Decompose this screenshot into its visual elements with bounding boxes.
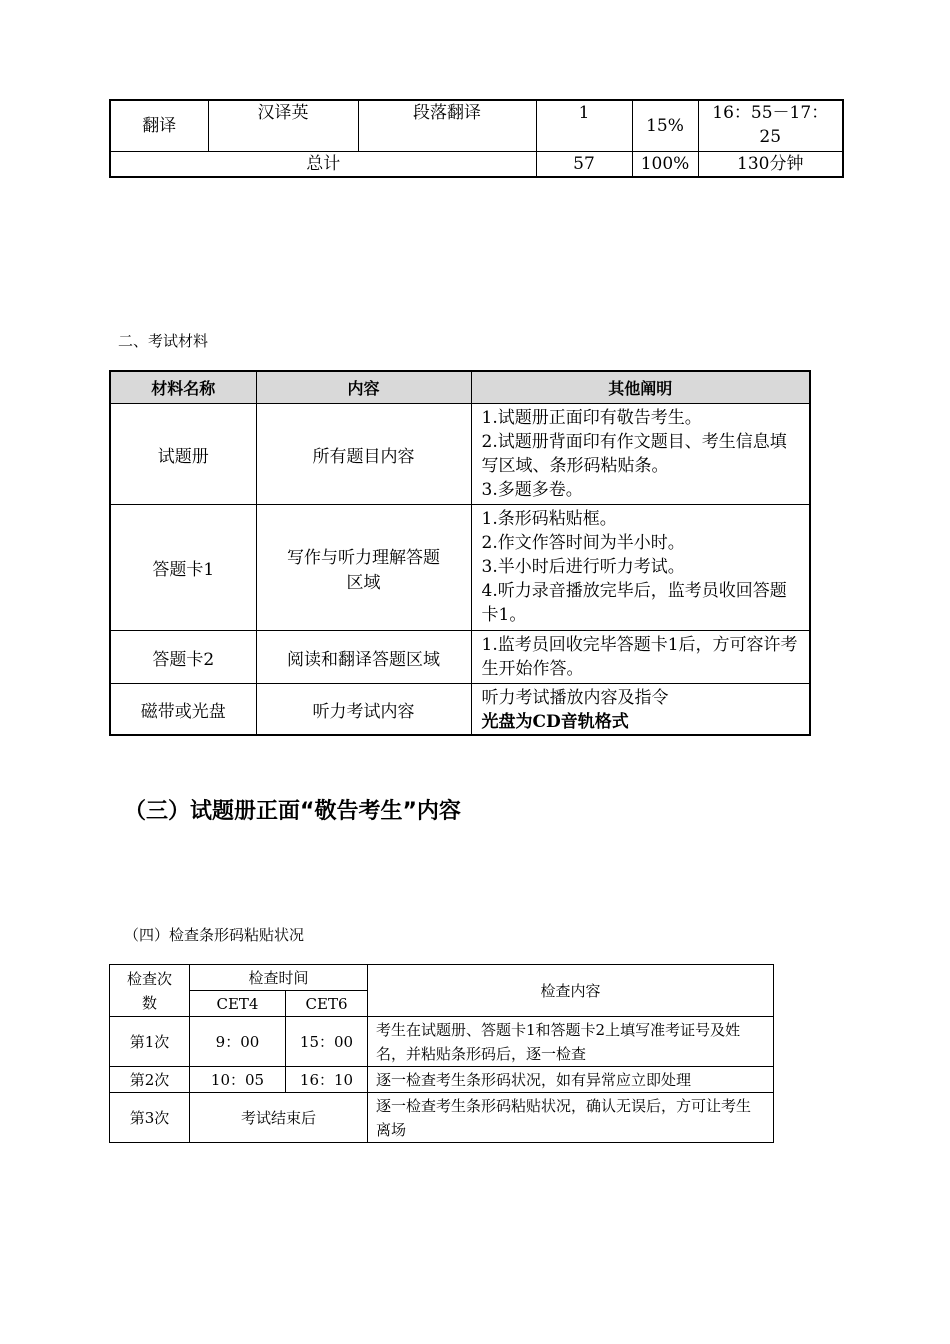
note-line: 听力考试播放内容及指令 [481,688,669,708]
cell-content: 写作与听力理解答题区域 [256,505,471,631]
header-notes: 其他阐明 [471,371,810,404]
header-content: 内容 [256,371,471,404]
cell-material-name: 磁带或光盘 [110,684,256,736]
cell-notes [471,631,810,684]
note-line: 3.半小时后进行听力考试。 [481,557,685,577]
table-row [110,1017,774,1067]
note-line: 4.听力录音播放完毕后，监考员收回答题卡1。 [481,581,787,625]
note-line: 2.试题册背面印有作文题目、考生信息填写区域、条形码粘贴条。 [481,432,787,476]
table-row [110,684,810,736]
cell-percent: 15% [632,100,698,151]
cell-check-label: 第1次 [110,1017,190,1067]
table-row [110,100,843,151]
note-line: 1.试题册正面印有敬告考生。 [481,408,702,428]
section-heading-notice: （三）试题册正面“敬告考生”内容 [124,799,461,824]
note-line: 2.作文作答时间为半小时。 [481,533,685,553]
note-line: 3.多题多卷。 [481,480,583,500]
cell-notes [471,505,810,631]
cell-cet4-time: 9：00 [190,1017,286,1067]
score-table [109,99,844,178]
cell-check-content: 逐一检查考生条形码粘贴状况，确认无误后，方可让考生离场 [368,1093,774,1143]
table-row [110,505,810,631]
cell-check-content: 逐一检查考生条形码状况，如有异常应立即处理 [368,1067,774,1093]
cell-count: 1 [536,100,632,151]
cell-category: 翻译 [110,100,208,151]
cell-check-content: 考生在试题册、答题卡1和答题卡2上填写准考证号及姓名，并粘贴条形码后，逐一检查 [368,1017,774,1067]
cell-time: 16：55－17：25 [698,100,843,151]
cell-material-name: 试题册 [110,404,256,505]
cell-material-name: 答题卡2 [110,631,256,684]
note-line-bold: 光盘为CD音轨格式 [481,712,629,732]
cell-content: 所有题目内容 [256,404,471,505]
cell-total-time: 130分钟 [698,151,843,177]
table-header-row [110,371,810,404]
table-row [110,1067,774,1093]
table-header-row [110,965,774,991]
header-cet4: CET4 [190,991,286,1017]
cell-cet6-time: 15：00 [286,1017,368,1067]
table-row-total [110,151,843,177]
cell-content: 听力考试内容 [256,684,471,736]
cell-total-percent: 100% [632,151,698,177]
header-check-count: 检查次数 [110,965,190,1017]
cell-content: 阅读和翻译答题区域 [256,631,471,684]
materials-table [109,370,811,736]
note-line: 1.监考员回收完毕答题卡1后，方可容许考生开始作答。 [481,635,798,679]
table-row [110,1093,774,1143]
table-row [110,631,810,684]
cell-notes [471,684,810,736]
header-check-time: 检查时间 [190,965,368,991]
cell-check-label: 第2次 [110,1067,190,1093]
cell-notes [471,404,810,505]
cell-format: 段落翻译 [358,100,536,151]
table-row [110,404,810,505]
barcode-check-table [109,964,774,1143]
cell-cet6-time: 16：10 [286,1067,368,1093]
cell-check-label: 第3次 [110,1093,190,1143]
cell-merged-time: 考试结束后 [190,1093,368,1143]
cell-material-name: 答题卡1 [110,505,256,631]
cell-total-count: 57 [536,151,632,177]
cell-total-label: 总计 [110,151,536,177]
cell-cet4-time: 10：05 [190,1067,286,1093]
note-line: 1.条形码粘贴框。 [481,509,617,529]
section-heading-materials: 二、考试材料 [118,332,209,350]
section-heading-barcode: （四）检查条形码粘贴状况 [124,926,305,944]
header-material-name: 材料名称 [110,371,256,404]
header-cet6: CET6 [286,991,368,1017]
header-check-content: 检查内容 [368,965,774,1017]
cell-subtype: 汉译英 [208,100,358,151]
